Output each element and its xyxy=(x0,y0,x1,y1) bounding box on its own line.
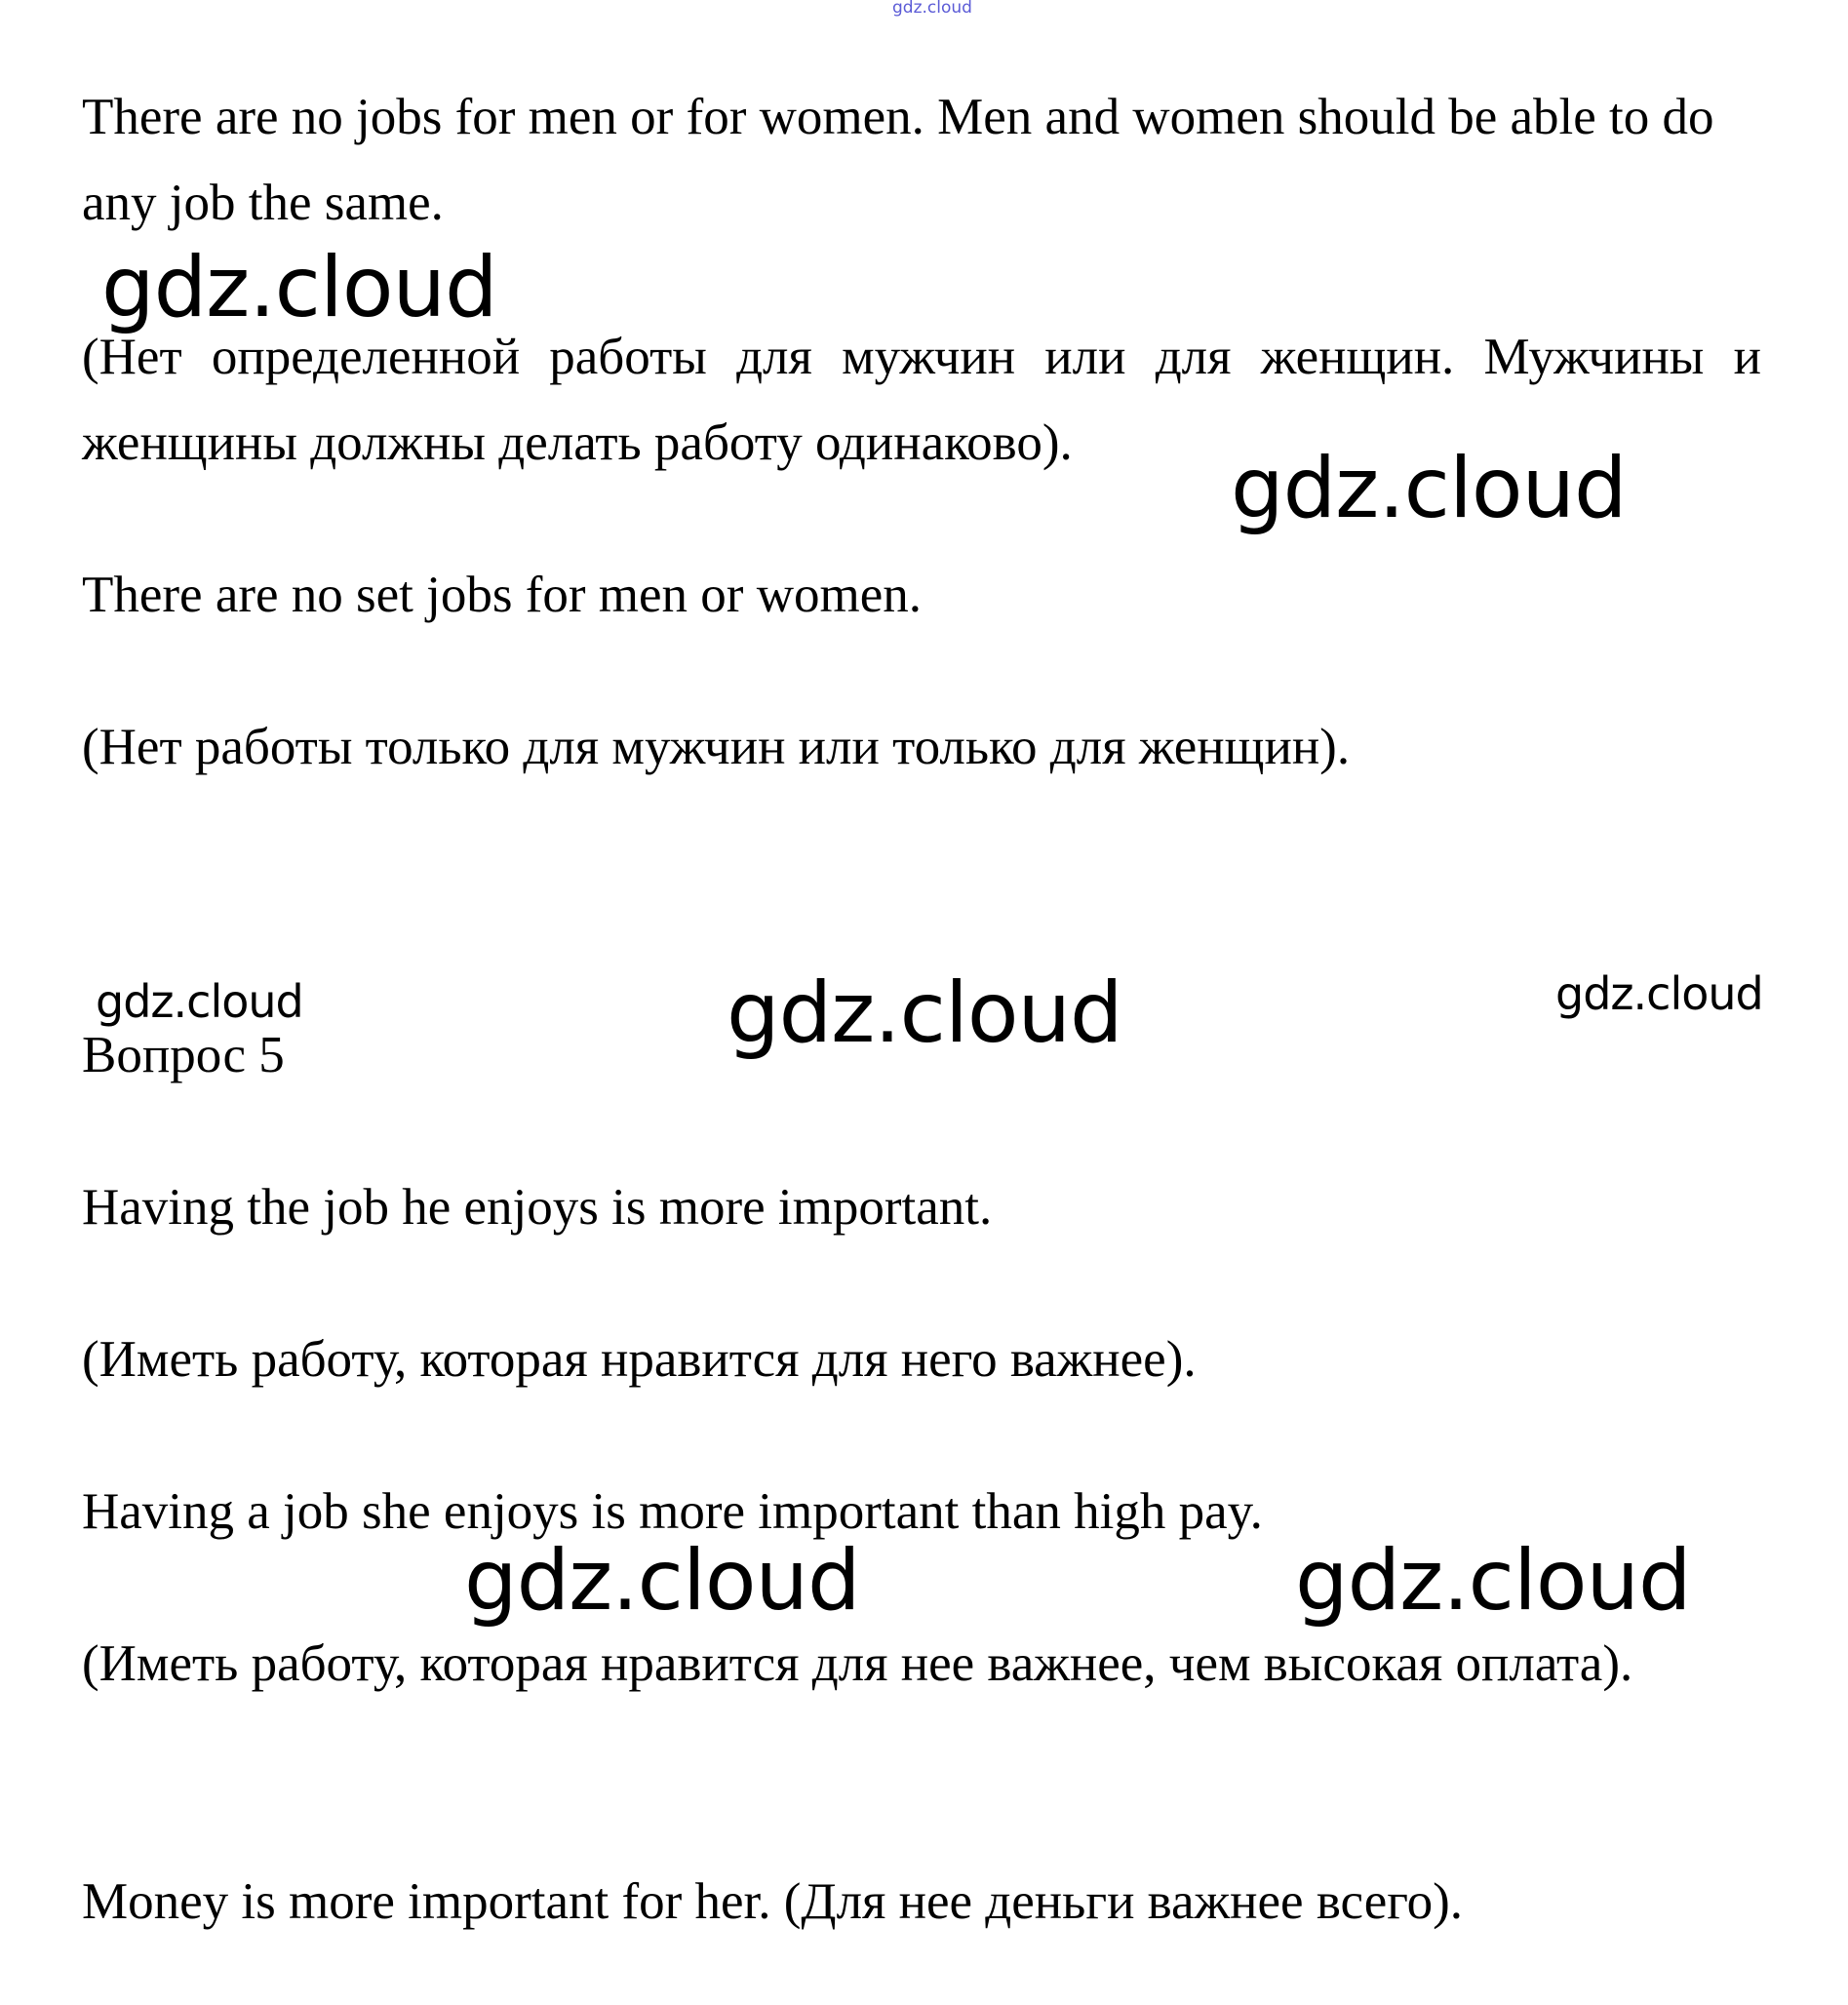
watermark-top: gdz.cloud xyxy=(892,0,972,18)
paragraph-english-3: Having the job he enjoys is more important. xyxy=(82,1179,993,1236)
paragraph-english-4: Having a job she enjoys is more important than high pay. xyxy=(82,1483,1263,1540)
paragraph-russian-1: (Нет определенной работы для мужчин или для женщин. Мужчины и женщины должны делать работу одинаково). xyxy=(82,329,1761,471)
watermark-5: gdz.cloud xyxy=(1555,967,1763,1020)
paragraph-russian-2: (Нет работы только для мужчин или только для женщин). xyxy=(82,719,1351,775)
section-heading-question-5: Вопрос 5 xyxy=(82,1027,285,1083)
paragraph-english-1: There are no jobs for men or for women. Men and women should be able to do any job the same. xyxy=(82,89,1714,231)
paragraph-russian-4: (Иметь работу, которая нравится для нее важнее, чем высокая оплата). xyxy=(82,1635,1633,1692)
watermark-6: gdz.cloud xyxy=(464,1532,860,1630)
watermark-3: gdz.cloud xyxy=(96,975,303,1028)
paragraph-english-5: Money is more important for her. (Для нее деньги важнее всего). xyxy=(82,1873,1464,1930)
watermark-7: gdz.cloud xyxy=(1295,1532,1691,1630)
watermark-2: gdz.cloud xyxy=(1231,440,1627,537)
watermark-1: gdz.cloud xyxy=(101,239,497,336)
paragraph-english-2: There are no set jobs for men or women. xyxy=(82,567,922,623)
paragraph-russian-3: (Иметь работу, которая нравится для него важнее). xyxy=(82,1331,1197,1388)
watermark-4: gdz.cloud xyxy=(727,964,1122,1062)
